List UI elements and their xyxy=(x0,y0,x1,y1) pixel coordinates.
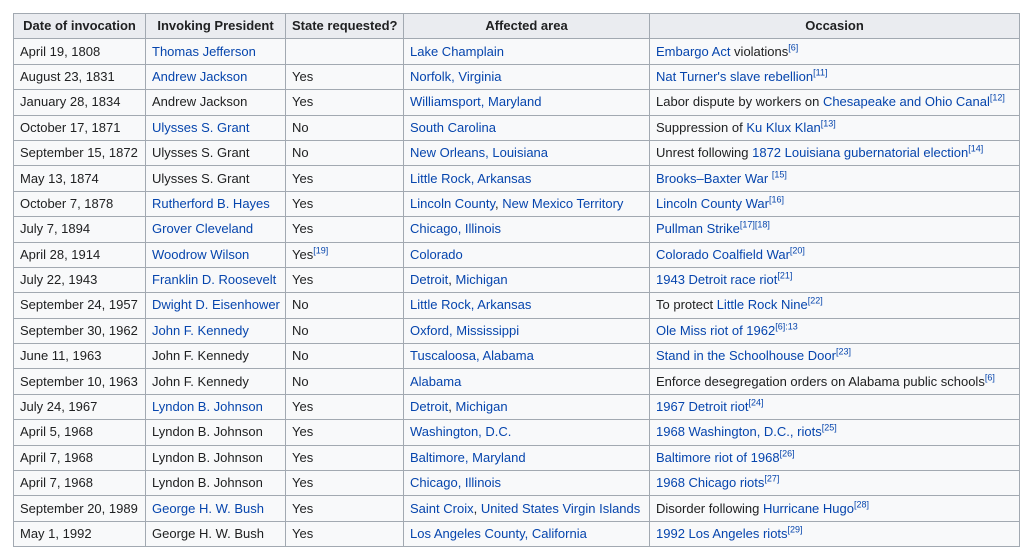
state-requested-value: Yes xyxy=(292,526,314,541)
president-text: Ulysses S. Grant xyxy=(152,145,250,161)
column-header-affected-area[interactable]: Affected area xyxy=(404,14,650,39)
area-link[interactable]: Colorado xyxy=(410,246,463,262)
affected-area-cell xyxy=(404,420,650,445)
table-row xyxy=(14,394,1020,419)
affected-area-cell xyxy=(404,394,650,419)
president-link[interactable]: Andrew Jackson xyxy=(152,68,248,84)
date-cell: May 1, 1992 xyxy=(14,521,146,546)
occasion-cell xyxy=(650,39,1020,64)
president-link[interactable]: Woodrow Wilson xyxy=(152,246,250,262)
state-requested-cell xyxy=(286,394,404,419)
occasion-cell xyxy=(650,471,1020,496)
date-cell: August 23, 1831 xyxy=(14,64,146,89)
state-requested-value: Yes xyxy=(292,94,314,110)
president-cell xyxy=(146,471,286,496)
president-link[interactable]: Lyndon B. Johnson xyxy=(152,399,263,415)
citation-link[interactable]: [16] xyxy=(768,194,784,205)
president-cell xyxy=(146,420,286,445)
affected-area-cell xyxy=(404,166,650,191)
occasion-cell xyxy=(650,140,1020,165)
citation-link[interactable]: [26] xyxy=(779,448,795,459)
state-requested-cell xyxy=(286,267,404,292)
president-link[interactable]: Thomas Jefferson xyxy=(152,43,256,59)
date-cell: April 7, 1968 xyxy=(14,445,146,470)
occasion-text: Enforce desegregation orders on Alabama public schools xyxy=(656,373,985,389)
date-cell: June 11, 1963 xyxy=(14,344,146,369)
table-row xyxy=(14,191,1020,216)
table-row xyxy=(14,90,1020,115)
citation-link[interactable]: [6] xyxy=(788,42,799,53)
occasion-cell xyxy=(650,344,1020,369)
affected-area-cell xyxy=(404,217,650,242)
area-link[interactable]: New Mexico Territory xyxy=(502,195,624,211)
citation-link[interactable]: [13] xyxy=(820,118,836,129)
date-cell: July 22, 1943 xyxy=(14,267,146,292)
citation-link[interactable]: [6] xyxy=(984,372,995,383)
state-requested-value: Yes xyxy=(292,170,314,186)
table-row xyxy=(14,471,1020,496)
state-requested-cell xyxy=(286,344,404,369)
area-link[interactable]: Alabama xyxy=(410,373,462,389)
area-link[interactable]: Detroit xyxy=(410,272,449,288)
affected-area-cell xyxy=(404,496,650,521)
occasion-cell xyxy=(650,318,1020,343)
date-cell: April 28, 1914 xyxy=(14,242,146,267)
occasion-cell xyxy=(650,115,1020,140)
table-row xyxy=(14,420,1020,445)
president-cell xyxy=(146,445,286,470)
state-requested-cell xyxy=(286,293,404,318)
state-requested-cell xyxy=(286,445,404,470)
occasion-cell xyxy=(650,90,1020,115)
occasion-link[interactable]: 1967 Detroit riot xyxy=(656,399,749,415)
table-row xyxy=(14,39,1020,64)
date-cell: January 28, 1834 xyxy=(14,90,146,115)
president-cell xyxy=(146,242,286,267)
occasion-link[interactable]: 1943 Detroit race riot xyxy=(656,272,778,288)
affected-area-cell xyxy=(404,115,650,140)
president-text: Lyndon B. Johnson xyxy=(152,475,263,491)
area-link[interactable]: Lake Champlain xyxy=(410,43,504,59)
president-cell xyxy=(146,344,286,369)
occasion-cell xyxy=(650,445,1020,470)
table-header-row xyxy=(14,14,1020,39)
state-requested-value: Yes xyxy=(292,424,314,440)
affected-area-cell xyxy=(404,344,650,369)
occasion-link[interactable]: Pullman Strike xyxy=(656,221,740,237)
table-row xyxy=(14,140,1020,165)
area-link[interactable]: Chicago, Illinois xyxy=(410,475,502,491)
table-row xyxy=(14,267,1020,292)
state-requested-value: Yes xyxy=(292,195,314,211)
area-link[interactable]: Washington, D.C. xyxy=(410,424,512,440)
area-link[interactable]: Little Rock, Arkansas xyxy=(410,297,532,313)
president-link[interactable]: Rutherford B. Hayes xyxy=(152,195,270,211)
area-link[interactable]: Oxford, Mississippi xyxy=(410,322,520,338)
state-requested-cell xyxy=(286,318,404,343)
state-requested-value: Yes xyxy=(292,221,314,237)
area-link[interactable]: Tuscaloosa, Alabama xyxy=(410,348,534,364)
citation-link[interactable]: [28] xyxy=(853,499,869,510)
table-row xyxy=(14,115,1020,140)
occasion-link[interactable]: Stand in the Schoolhouse Door xyxy=(656,348,836,364)
occasion-link[interactable]: Embargo Act xyxy=(656,43,731,59)
president-cell xyxy=(146,217,286,242)
area-link[interactable]: South Carolina xyxy=(410,119,496,135)
president-text: George H. W. Bush xyxy=(152,526,264,541)
table-row xyxy=(14,344,1020,369)
affected-area-cell xyxy=(404,445,650,470)
president-link[interactable]: John F. Kennedy xyxy=(152,322,249,338)
president-cell xyxy=(146,64,286,89)
state-requested-value: Yes xyxy=(292,500,314,516)
citation-link[interactable]: [22] xyxy=(807,296,823,307)
president-cell xyxy=(146,140,286,165)
date-cell: July 7, 1894 xyxy=(14,217,146,242)
column-header-occasion[interactable]: Occasion xyxy=(650,14,1020,39)
affected-area-cell xyxy=(404,64,650,89)
affected-area-cell xyxy=(404,90,650,115)
state-requested-cell xyxy=(286,471,404,496)
affected-area-cell xyxy=(404,521,650,546)
president-cell xyxy=(146,115,286,140)
occasion-link[interactable]: Nat Turner's slave rebellion xyxy=(656,68,814,84)
president-cell xyxy=(146,39,286,64)
table-row xyxy=(14,166,1020,191)
state-requested-value: Yes xyxy=(292,399,314,415)
state-requested-value: No xyxy=(292,145,309,161)
occasion-link[interactable]: Little Rock Nine xyxy=(716,297,808,313)
occasion-cell xyxy=(650,191,1020,216)
date-cell: July 24, 1967 xyxy=(14,394,146,419)
date-cell: October 7, 1878 xyxy=(14,191,146,216)
date-cell: October 17, 1871 xyxy=(14,115,146,140)
state-requested-value: Yes xyxy=(292,68,314,84)
citation-link[interactable]: [20] xyxy=(789,245,805,256)
area-link[interactable]: Little Rock, Arkansas xyxy=(410,170,532,186)
table-row xyxy=(14,521,1020,546)
occasion-cell xyxy=(650,217,1020,242)
occasion-cell xyxy=(650,394,1020,419)
state-requested-cell xyxy=(286,217,404,242)
occasion-link[interactable]: Ku Klux Klan xyxy=(746,119,821,135)
state-requested-cell xyxy=(286,140,404,165)
president-cell xyxy=(146,521,286,546)
state-requested-value: Yes xyxy=(292,449,314,465)
citation-link[interactable]: [6]:13 xyxy=(775,321,798,332)
citation-link[interactable]: [27] xyxy=(764,473,780,484)
table-row xyxy=(14,242,1020,267)
affected-area-cell xyxy=(404,140,650,165)
state-requested-value: Yes xyxy=(292,272,314,288)
occasion-cell xyxy=(650,293,1020,318)
state-requested-value: No xyxy=(292,348,309,364)
area-link[interactable]: Los Angeles County, California xyxy=(410,526,587,541)
area-link[interactable]: Chicago, Illinois xyxy=(410,221,502,237)
area-link[interactable]: Baltimore, Maryland xyxy=(410,449,526,465)
column-header-date[interactable]: Date of invocation xyxy=(14,14,146,39)
president-link[interactable]: Ulysses S. Grant xyxy=(152,119,250,135)
president-text: John F. Kennedy xyxy=(152,348,249,364)
occasion-link[interactable]: Hurricane Hugo xyxy=(762,500,854,516)
president-cell xyxy=(146,293,286,318)
citation-link[interactable]: [21] xyxy=(777,270,793,281)
table-body xyxy=(14,39,1020,547)
occasion-cell xyxy=(650,166,1020,191)
state-requested-cell xyxy=(286,39,404,64)
affected-area-cell xyxy=(404,39,650,64)
occasion-text: Labor dispute by workers on xyxy=(656,94,823,110)
state-requested-cell xyxy=(286,90,404,115)
president-text: John F. Kennedy xyxy=(152,373,249,389)
citation-link[interactable]: [14] xyxy=(968,143,984,154)
occasion-cell xyxy=(650,496,1020,521)
occasion-link[interactable]: Colorado Coalfield War xyxy=(656,246,790,262)
president-cell xyxy=(146,394,286,419)
date-cell: September 15, 1872 xyxy=(14,140,146,165)
occasion-text: To protect xyxy=(656,297,717,313)
area-link[interactable]: Detroit xyxy=(410,399,449,415)
president-link[interactable]: George H. W. Bush xyxy=(152,500,264,516)
president-cell xyxy=(146,369,286,394)
occasion-link[interactable]: 1872 Louisiana gubernatorial election xyxy=(752,145,969,161)
state-requested-value: No xyxy=(292,322,309,338)
insurrection-act-table xyxy=(13,13,1020,547)
date-cell: April 19, 1808 xyxy=(14,39,146,64)
citation-link[interactable]: [23] xyxy=(835,346,851,357)
table-row xyxy=(14,64,1020,89)
president-link[interactable]: Dwight D. Eisenhower xyxy=(152,297,280,313)
area-link[interactable]: United States Virgin Islands xyxy=(480,500,641,516)
column-header-president[interactable]: Invoking President xyxy=(146,14,286,39)
president-cell xyxy=(146,166,286,191)
state-requested-cell xyxy=(286,496,404,521)
table-row xyxy=(14,445,1020,470)
area-link[interactable]: New Orleans, Louisiana xyxy=(410,145,549,161)
occasion-link[interactable]: Baltimore riot of 1968 xyxy=(656,449,780,465)
table-row xyxy=(14,318,1020,343)
president-cell xyxy=(146,90,286,115)
state-requested-cell xyxy=(286,420,404,445)
date-cell: September 30, 1962 xyxy=(14,318,146,343)
president-cell xyxy=(146,318,286,343)
citation-link[interactable]: [19] xyxy=(313,245,329,256)
date-cell: April 7, 1968 xyxy=(14,471,146,496)
state-requested-cell xyxy=(286,115,404,140)
state-requested-cell xyxy=(286,64,404,89)
date-cell: September 24, 1957 xyxy=(14,293,146,318)
table-row xyxy=(14,369,1020,394)
president-text: Andrew Jackson xyxy=(152,94,248,110)
occasion-link[interactable]: 1968 Washington, D.C., riots xyxy=(656,424,822,440)
occasion-link[interactable]: Lincoln County War xyxy=(656,195,769,211)
citation-link[interactable]: [17][18] xyxy=(739,219,770,230)
president-link[interactable]: Franklin D. Roosevelt xyxy=(152,272,277,288)
affected-area-cell xyxy=(404,242,650,267)
occasion-cell xyxy=(650,369,1020,394)
occasion-text: Suppression of xyxy=(656,119,747,135)
occasion-cell xyxy=(650,242,1020,267)
state-requested-cell xyxy=(286,242,404,267)
state-requested-value: No xyxy=(292,373,309,389)
occasion-link[interactable]: Ole Miss riot of 1962 xyxy=(656,322,776,338)
affected-area-cell xyxy=(404,471,650,496)
area-link[interactable]: Lincoln County xyxy=(410,195,496,211)
area-link[interactable]: Michigan xyxy=(455,272,508,288)
president-text: Ulysses S. Grant xyxy=(152,170,250,186)
area-link[interactable]: Michigan xyxy=(455,399,508,415)
citation-link[interactable]: [11] xyxy=(813,67,828,78)
occasion-link[interactable]: 1992 Los Angeles riots xyxy=(656,526,788,541)
area-link[interactable]: Saint Croix xyxy=(410,500,474,516)
occasion-text: Unrest following xyxy=(656,145,753,161)
state-requested-value: No xyxy=(292,119,309,135)
president-cell xyxy=(146,191,286,216)
area-separator: , xyxy=(495,195,503,211)
citation-link[interactable]: [29] xyxy=(787,524,803,535)
occasion-cell xyxy=(650,521,1020,546)
date-cell: April 5, 1968 xyxy=(14,420,146,445)
citation-link[interactable]: [15] xyxy=(771,169,787,180)
state-requested-value: No xyxy=(292,297,309,313)
occasion-text: violations xyxy=(730,43,789,59)
president-cell xyxy=(146,267,286,292)
occasion-cell xyxy=(650,267,1020,292)
column-header-state-requested[interactable]: State requested? xyxy=(286,14,404,39)
area-link[interactable]: Norfolk, Virginia xyxy=(410,68,502,84)
date-cell: September 20, 1989 xyxy=(14,496,146,521)
table-row xyxy=(14,496,1020,521)
area-separator: , xyxy=(473,500,481,516)
citation-link[interactable]: [12] xyxy=(989,93,1005,104)
area-separator: , xyxy=(448,272,456,288)
affected-area-cell xyxy=(404,267,650,292)
state-requested-cell xyxy=(286,166,404,191)
president-text: Lyndon B. Johnson xyxy=(152,424,263,440)
citation-link[interactable]: [24] xyxy=(748,397,764,408)
occasion-link[interactable]: Chesapeake and Ohio Canal xyxy=(822,94,990,110)
state-requested-cell xyxy=(286,521,404,546)
date-cell: September 10, 1963 xyxy=(14,369,146,394)
state-requested-value: Yes xyxy=(292,246,314,262)
occasion-text: Disorder following xyxy=(656,500,763,516)
table-row xyxy=(14,217,1020,242)
occasion-link[interactable]: Brooks–Baxter War xyxy=(656,170,769,186)
president-cell xyxy=(146,496,286,521)
affected-area-cell xyxy=(404,191,650,216)
table-row xyxy=(14,293,1020,318)
occasion-cell xyxy=(650,420,1020,445)
date-cell: May 13, 1874 xyxy=(14,166,146,191)
president-text: Lyndon B. Johnson xyxy=(152,449,263,465)
area-separator: , xyxy=(448,399,456,415)
state-requested-value: Yes xyxy=(292,475,314,491)
citation-link[interactable]: [25] xyxy=(821,423,837,434)
president-link[interactable]: Grover Cleveland xyxy=(152,221,254,237)
affected-area-cell xyxy=(404,369,650,394)
affected-area-cell xyxy=(404,293,650,318)
occasion-link[interactable]: 1968 Chicago riots xyxy=(656,475,765,491)
occasion-cell xyxy=(650,64,1020,89)
affected-area-cell xyxy=(404,318,650,343)
area-link[interactable]: Williamsport, Maryland xyxy=(410,94,542,110)
state-requested-cell xyxy=(286,369,404,394)
state-requested-cell xyxy=(286,191,404,216)
